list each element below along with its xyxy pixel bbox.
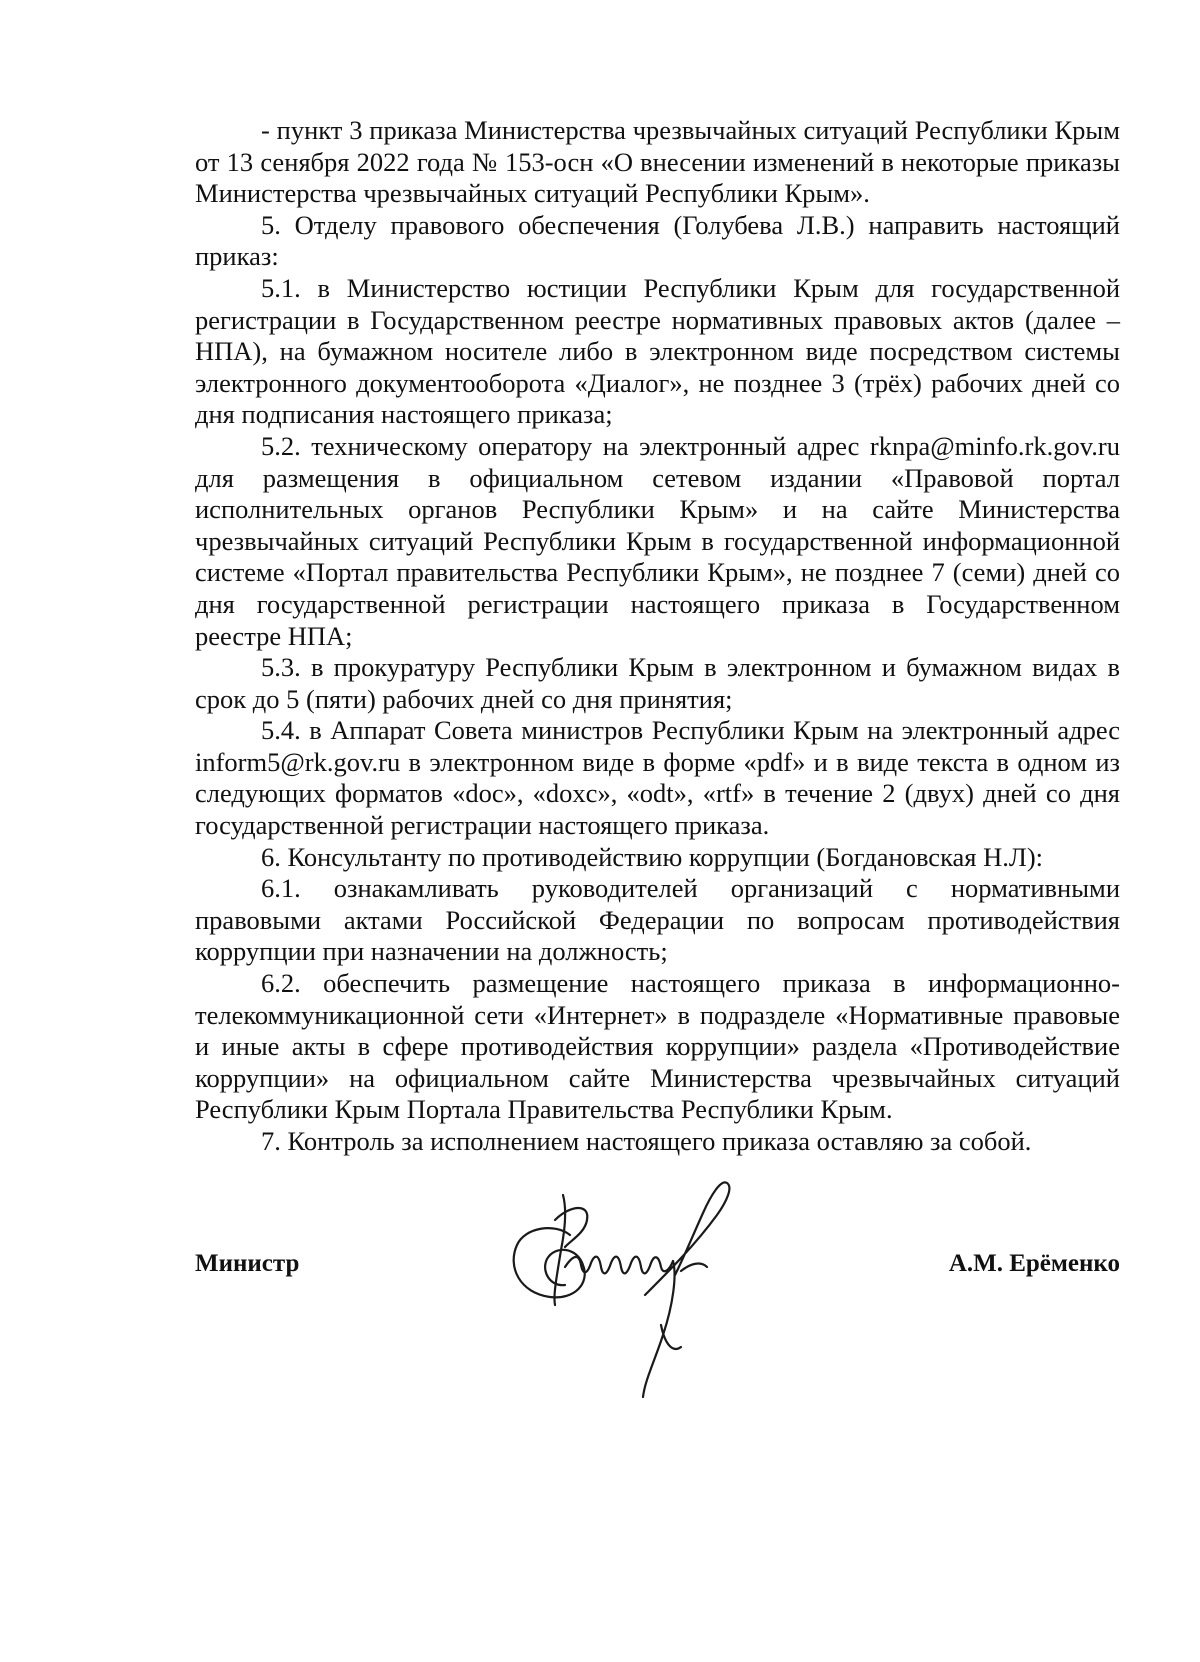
document-body (195, 115, 1120, 1158)
paragraph-5-4: 5.4. в Аппарат Совета министров Республики Крым на электронный адрес inform5@rk.gov.ru в электронном виде в форме «pdf» и в виде текста в одном из следующих форматов «doc», «doxc», «odt», «rtf» в течение 2 (двух) дней со дня государственной регистрации настоящего приказа. (195, 715, 1120, 841)
signatory-name: А.М. Ерёменко (948, 1250, 1120, 1277)
paragraph-7: 7. Контроль за исполнением настоящего приказа оставляю за собой. (261, 1126, 1032, 1156)
paragraph-item-3-revoke: - пункт 3 приказа Министерства чрезвычайных ситуаций Республики Крым от 13 сенября 2022 года № 153-осн «О внесении изменений в некоторые приказы Министерства чрезвычайных ситуаций Республики Крым». (195, 115, 1120, 209)
paragraph-5-2: 5.2. техническому оператору на электронный адрес rknpa@minfo.rk.gov.ru для размещения в официальном сетевом издании «Правовой портал исполнительных органов Республики Крым» и на сайте Министерства чрезвычайных ситуаций Республики Крым в государственной информационной системе «Портал правительства Республики Крым», не позднее 7 (семи) дней со дня государственной регистрации настоящего приказа в Государственном реестре НПА; (195, 430, 1120, 651)
handwritten-signature (495, 1175, 765, 1405)
paragraph-5: 5. Отделу правового обеспечения (Голубева Л.В.) направить настоящий приказ: (195, 209, 1120, 272)
paragraph-6-2: 6.2. обеспечить размещение настоящего приказа в информационно-телекоммуникационной сети «Интернет» в подразделе «Нормативные правовые и иные акты в сфере противодействия коррупции» раздела «Противодействие коррупции» на официальном сайте Министерства чрезвычайных ситуаций Республики Крым Портала Правительства Республики Крым. (195, 968, 1120, 1125)
signatory-title: Министр (195, 1250, 300, 1277)
paragraph-6-1: 6.1. ознакамливать руководителей организаций с нормативными правовыми актами Российской Федерации по вопросам противодействия коррупции при назначении на должность; (195, 873, 1120, 967)
paragraph-6: 6. Консультанту по противодействию коррупции (Богдановская Н.Л): (261, 841, 1044, 872)
paragraph-5-1: 5.1. в Министерство юстиции Республики Крым для государственной регистрации в Государственном реестре нормативных правовых актов (далее – НПА), на бумажном носителе либо в электронном виде посредством системы электронного документооборота «Диалог», не позднее 3 (трёх) рабочих дней со дня подписания настоящего приказа; (195, 272, 1120, 430)
paragraph-5-3: 5.3. в прокуратуру Республики Крым в электронном и бумажном видах в срок до 5 (пяти) рабочих дней со дня принятия; (195, 652, 1120, 714)
